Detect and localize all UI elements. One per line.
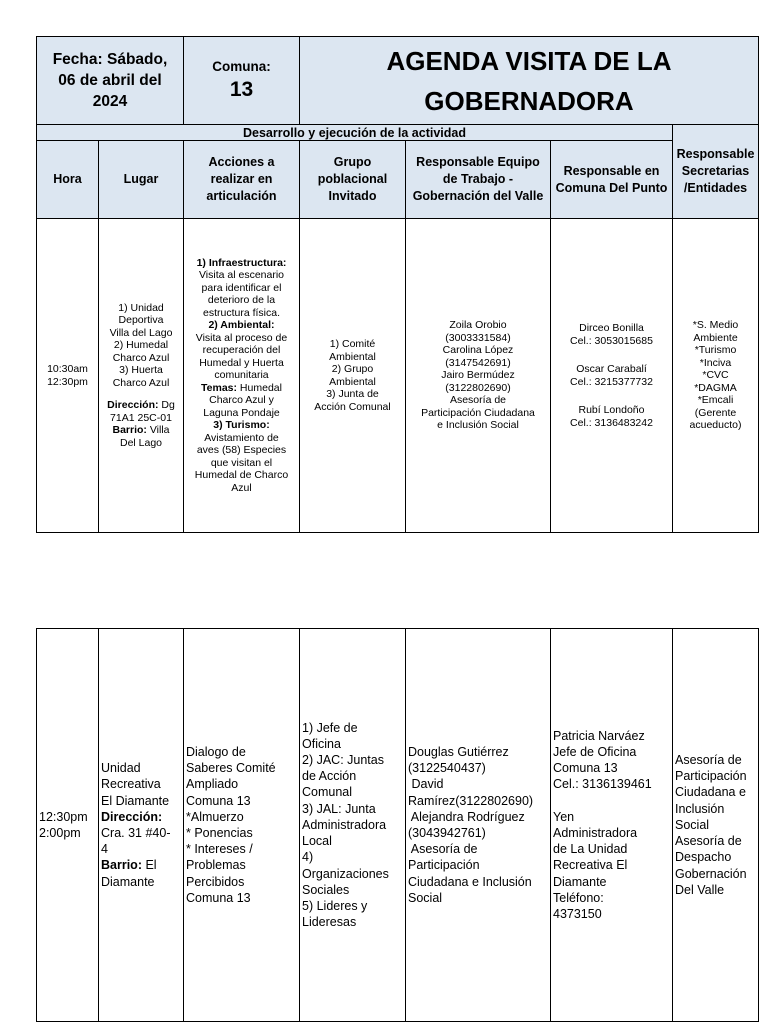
- hora-end: 12:30pm: [47, 375, 88, 388]
- grupo-line: Ambiental: [329, 375, 376, 388]
- comuna-resp-line: Oscar Carabalí: [576, 363, 647, 375]
- equipo-line: David: [408, 777, 444, 792]
- temas-label: Temas:: [201, 381, 238, 394]
- grupo-line: Acción Comunal: [314, 400, 391, 413]
- acciones-line: aves (58) Especies: [196, 444, 287, 457]
- equipo-line: Ramírez(3122802690): [408, 793, 534, 808]
- equipo-line: Ciudadana e Inclusión: [408, 874, 532, 889]
- col-acciones: Acciones a realizar en articulación: [184, 141, 300, 219]
- equipo-line: (3122540437): [408, 761, 486, 776]
- hora-start: 10:30am: [47, 363, 88, 375]
- table-row: [37, 629, 759, 1022]
- barrio-value: Villa: [146, 424, 170, 437]
- secretarias-line: Gobernación: [675, 866, 747, 881]
- equipo-line: Social: [408, 890, 443, 905]
- grupo-line: Lideresas: [302, 915, 357, 930]
- acciones-line: Laguna Pondaje: [203, 406, 280, 419]
- equipo-line: Zoila Orobio: [449, 319, 507, 332]
- acciones-line: Visita al proceso de: [195, 331, 288, 344]
- col-comuna: Responsable en Comuna Del Punto: [551, 141, 673, 219]
- acciones-line: Azul: [231, 481, 252, 494]
- hora-cell: [37, 629, 99, 1022]
- direccion-value: Dg: [158, 399, 175, 412]
- grupo-line: Comunal: [302, 785, 353, 800]
- barrio-value: Del Lago: [119, 436, 163, 449]
- col-lugar: Lugar: [99, 141, 184, 219]
- lugar-line: 1) Unidad: [118, 301, 164, 314]
- lugar-line: Villa del Lago: [109, 326, 173, 339]
- lugar-line: El Diamante: [101, 793, 170, 808]
- lugar-line: Charco Azul: [112, 376, 170, 389]
- equipo-line: (3003331584): [445, 331, 511, 344]
- acciones-line: Saberes Comité: [186, 761, 276, 776]
- grupo-line: Oficina: [302, 736, 341, 751]
- acciones-line: que visitan el: [210, 456, 273, 469]
- grupo-line: Sociales: [302, 882, 350, 897]
- lugar-line: Deportiva: [118, 314, 164, 327]
- acciones-line: Percibidos: [186, 874, 245, 889]
- secretarias-line: Ambiente: [693, 331, 738, 344]
- comuna-resp-line: Diamante: [553, 874, 607, 889]
- secretarias-line: Despacho: [675, 850, 732, 865]
- acciones-line: Problemas: [186, 858, 246, 873]
- lugar-line: Unidad: [101, 761, 141, 776]
- comuna-resp-line: Patricia Narváez: [553, 728, 645, 743]
- comuna-resp-line: Dirceo Bonilla: [579, 322, 644, 334]
- comuna-resp-line: Recreativa El: [553, 858, 628, 873]
- grupo-line: Organizaciones: [302, 866, 389, 881]
- date-line: 2024: [92, 93, 128, 110]
- direccion-value: Cra. 31 #40-: [101, 826, 171, 840]
- agenda-table-bottom: [36, 628, 759, 1022]
- secretarias-line: acueducto): [689, 419, 742, 432]
- secretarias-line: Inclusión: [675, 801, 725, 816]
- equipo-line: (3147542691): [445, 356, 511, 369]
- infra-label: 1) Infraestructura:: [196, 256, 287, 269]
- acciones-line: Humedal y Huerta: [199, 356, 284, 369]
- lugar-line: Recreativa: [101, 777, 161, 792]
- lugar-cell: [99, 629, 184, 1022]
- equipo-line: (3043942761): [408, 826, 486, 840]
- equipo-line: Asesoría de: [449, 394, 507, 407]
- direccion-label: Dirección:: [107, 399, 159, 412]
- comuna-resp-line: Rubí Londoño: [578, 404, 645, 416]
- equipo-line: Alejandra Rodríguez: [408, 809, 525, 824]
- grupo-cell: [300, 629, 406, 1022]
- grupo-line: de Acción: [302, 769, 357, 784]
- grupo-line: Local: [302, 834, 332, 849]
- equipo-cell: [406, 219, 551, 533]
- date-line: Fecha: Sábado,: [52, 51, 168, 68]
- grupo-line: 1) Jefe de: [302, 720, 358, 735]
- grupo-line: 2) Grupo: [331, 363, 374, 375]
- title-line: GOBERNADORA: [424, 85, 634, 116]
- equipo-line: Participación Ciudadana: [421, 406, 535, 419]
- secretarias-line: Del Valle: [675, 882, 725, 897]
- secretarias-line: *Turismo: [694, 344, 737, 357]
- secretarias-line: Ciudadana e: [675, 785, 746, 800]
- acciones-line: Comuna 13: [186, 890, 251, 905]
- equipo-line: Jairo Bermúdez: [441, 369, 515, 382]
- secretarias-line: Participación: [675, 769, 747, 784]
- col-grupo: Grupo poblacional Invitado: [300, 141, 406, 219]
- equipo-cell: [406, 629, 551, 1022]
- comuna-resp-cell: [551, 629, 673, 1022]
- secretarias-line: Asesoría de: [675, 834, 742, 849]
- acciones-line: Comuna 13: [186, 793, 251, 808]
- equipo-line: Participación: [408, 858, 480, 873]
- date-line: 06 de abril del: [58, 72, 162, 89]
- temas-value: Humedal: [237, 381, 282, 394]
- acciones-line: * Intereses /: [186, 842, 253, 857]
- direccion-value: 4: [101, 842, 108, 857]
- acciones-line: deterioro de la: [207, 294, 276, 307]
- barrio-label: Barrio:: [101, 858, 142, 873]
- page-title: [300, 37, 759, 125]
- acciones-line: Charco Azul y: [209, 394, 274, 407]
- comuna-resp-line: Cel.: 3215377732: [570, 375, 653, 388]
- comuna-resp-line: Comuna 13: [553, 761, 618, 776]
- lugar-line: 3) Huerta: [119, 364, 163, 377]
- comuna-resp-line: Jefe de Oficina: [553, 745, 637, 760]
- acciones-line: estructura física.: [202, 306, 281, 319]
- date-cell: [37, 37, 184, 125]
- grupo-line: 2) JAC: Juntas: [302, 753, 384, 768]
- acciones-line: para identificar el: [201, 281, 282, 294]
- comuna-resp-line: Teléfono:: [553, 890, 604, 905]
- comuna-resp-line: de La Unidad: [553, 842, 628, 857]
- secretarias-line: (Gerente: [694, 406, 737, 419]
- secretarias-cell: [673, 219, 759, 533]
- direccion-line: [101, 399, 181, 412]
- col-equipo: Responsable Equipo de Trabajo - Gobernación del Valle: [406, 141, 551, 219]
- comuna-label: Comuna:: [212, 59, 271, 74]
- col-hora: Hora: [37, 141, 99, 219]
- col-secretarias: Responsable Secretarias /Entidades: [673, 125, 759, 219]
- comuna-resp-line: Cel.: 3053015685: [570, 334, 653, 347]
- equipo-line: e Inclusión Social: [437, 419, 519, 432]
- comuna-resp-line: 4373150: [553, 906, 602, 921]
- direccion-label: Dirección:: [101, 809, 163, 824]
- lugar-line: 2) Humedal: [113, 339, 169, 352]
- temas-line: [186, 382, 297, 395]
- grupo-line: 5) Lideres y: [302, 898, 368, 913]
- secretarias-line: *DAGMA: [694, 381, 737, 394]
- equipo-line: (3122802690): [445, 381, 511, 394]
- acciones-line: comunitaria: [214, 369, 269, 382]
- acciones-line: *Almuerzo: [186, 809, 244, 824]
- grupo-line: Administradora: [302, 817, 387, 832]
- acciones-line: Humedal de Charco: [194, 469, 289, 482]
- comuna-resp-line: Cel.: 3136483242: [570, 416, 653, 429]
- acciones-cell: [184, 629, 300, 1022]
- secretarias-line: *Emcali: [697, 394, 734, 407]
- barrio-label: Barrio:: [112, 424, 147, 437]
- agenda-table-top: [36, 36, 759, 533]
- grupo-line: Ambiental: [329, 350, 376, 363]
- grupo-line: 3) Junta de: [326, 388, 379, 400]
- equipo-line: Douglas Gutiérrez: [408, 744, 509, 759]
- lugar-line: Charco Azul: [112, 351, 170, 364]
- grupo-line: 1) Comité: [329, 338, 376, 350]
- barrio-line: [101, 424, 181, 437]
- equipo-line: Carolina López: [442, 344, 514, 357]
- hora-end: 2:00pm: [39, 826, 81, 840]
- secretarias-cell: [673, 629, 759, 1022]
- comuna-resp-line: Administradora: [553, 825, 638, 840]
- secretarias-line: *S. Medio: [692, 319, 739, 332]
- comuna-cell: [184, 37, 300, 125]
- secretarias-line: *Inciva: [699, 356, 732, 369]
- equipo-line: Asesoría de: [408, 842, 478, 857]
- ambiental-label: 2) Ambiental:: [208, 319, 275, 332]
- grupo-cell: [300, 219, 406, 533]
- acciones-line: Ampliado: [186, 777, 239, 792]
- hora-cell: [37, 219, 99, 533]
- acciones-line: * Ponencias: [186, 826, 253, 840]
- acciones-line: recuperación del: [202, 344, 281, 357]
- acciones-line: Dialogo de: [186, 744, 246, 759]
- comuna-resp-line: Yen: [553, 809, 575, 824]
- turismo-label: 3) Turismo:: [213, 419, 270, 432]
- barrio-value: El: [141, 858, 157, 873]
- acciones-cell: [184, 219, 300, 533]
- section-title: Desarrollo y ejecución de la actividad: [37, 125, 673, 141]
- barrio-line: [101, 857, 181, 873]
- secretarias-line: Asesoría de: [675, 753, 742, 768]
- direccion-value: 71A1 25C-01: [110, 411, 172, 424]
- comuna-number: 13: [229, 78, 254, 101]
- acciones-line: Visita al escenario: [198, 269, 285, 282]
- secretarias-line: *CVC: [702, 369, 729, 382]
- table-row: [37, 219, 759, 533]
- acciones-line: Avistamiento de: [204, 431, 279, 444]
- hora-start: 12:30pm: [39, 809, 88, 824]
- comuna-resp-line: Cel.: 3136139461: [553, 777, 652, 792]
- comuna-resp-cell: [551, 219, 673, 533]
- grupo-line: 4): [302, 850, 314, 865]
- secretarias-line: Social: [675, 817, 710, 832]
- lugar-cell: [99, 219, 184, 533]
- barrio-value: Diamante: [101, 874, 155, 889]
- title-line: AGENDA VISITA DE LA: [386, 45, 672, 76]
- grupo-line: 3) JAL: Junta: [302, 801, 376, 816]
